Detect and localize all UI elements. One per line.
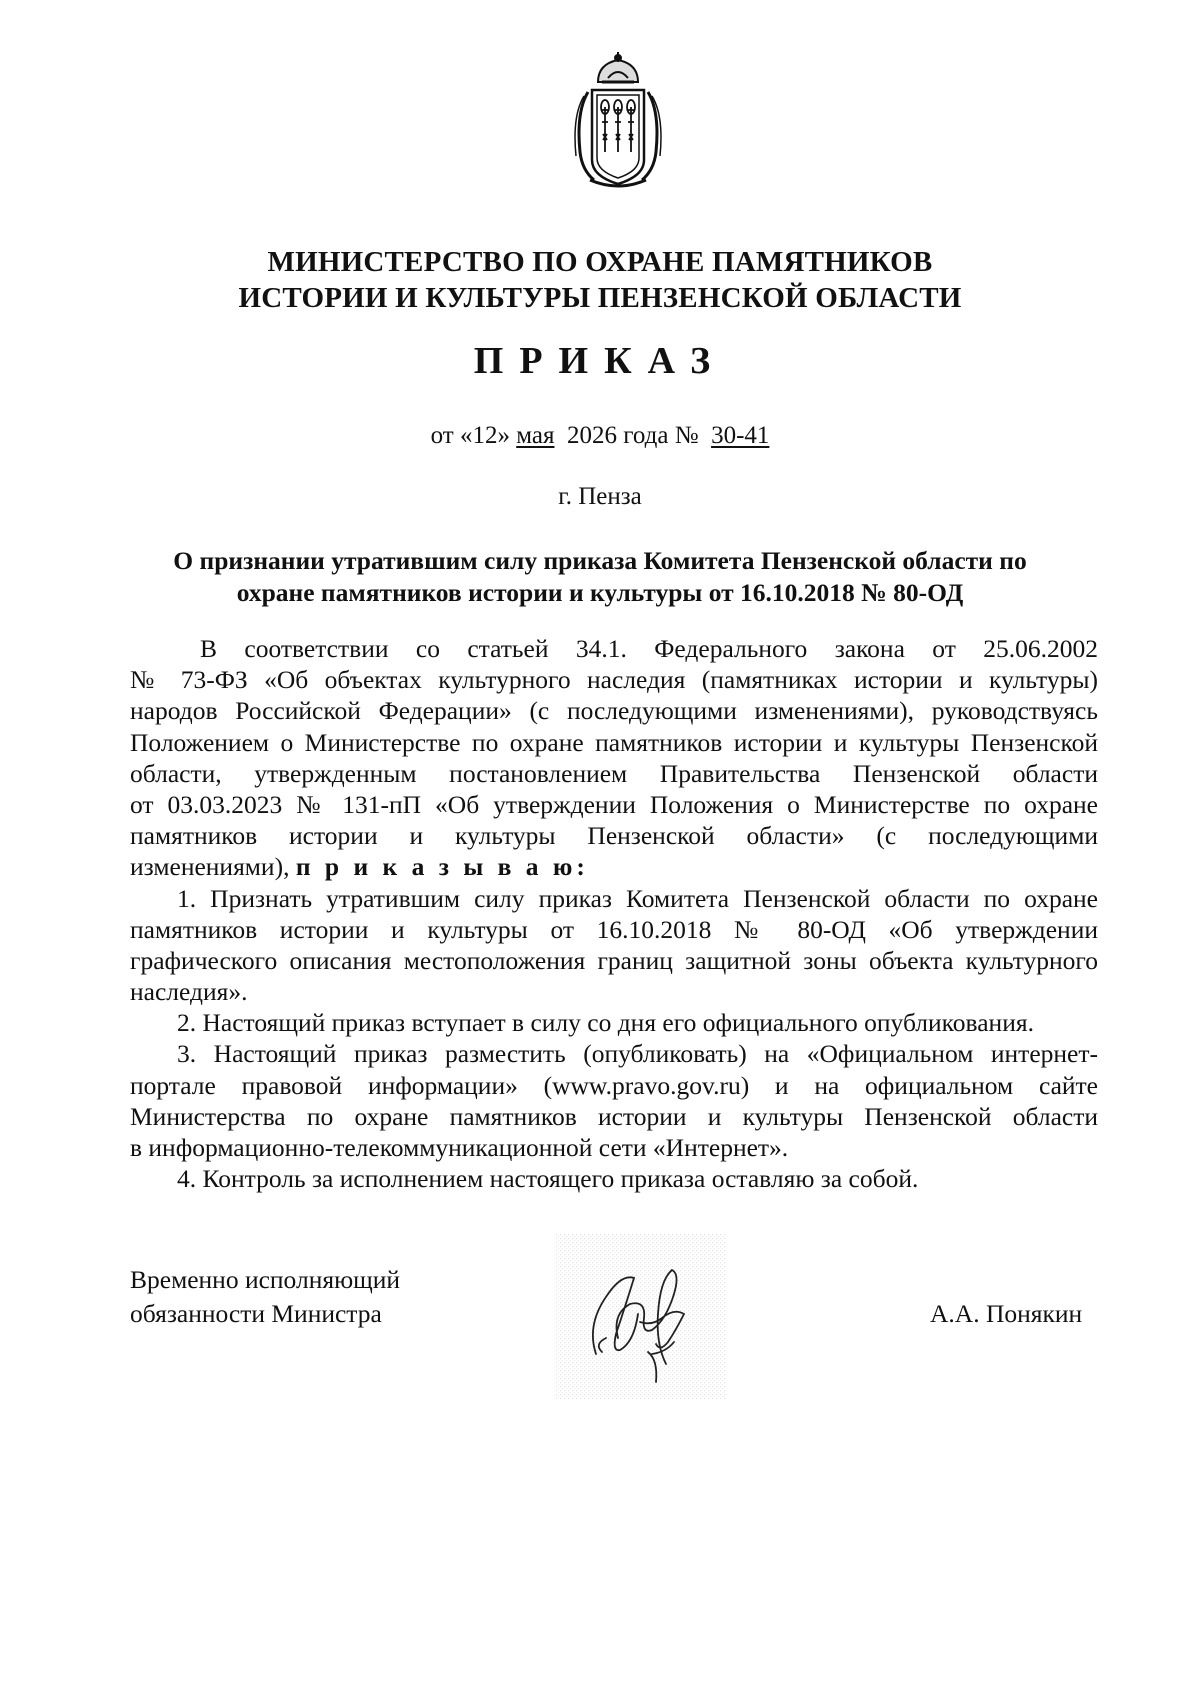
body-line: в информационно-телекоммуникационной сети «Интернет».	[130, 1133, 789, 1162]
signer-name: А.А. Понякин	[930, 1299, 1083, 1328]
date-month: мая	[516, 422, 555, 449]
body-line: наследия».	[130, 977, 248, 1007]
signatory-title-line1: Временно исполняющий	[130, 1265, 401, 1294]
document-type-title: ПРИКАЗ	[473, 340, 727, 382]
body-line: 2. Настоящий приказ вступает в силу со дня его официального опубликования.	[177, 1008, 1034, 1038]
body-line: 3. Настоящий приказ разместить (опубликовать) на «Официальном интернет-	[177, 1039, 1098, 1069]
signatory-title-line2: обязанности Министра	[130, 1299, 382, 1328]
city-name: г. Пенза	[558, 483, 642, 510]
subject-line2: охране памятников истории и культуры от 16.10.2018 № 80-ОД	[236, 578, 964, 607]
date-prefix: от «12»	[430, 422, 510, 449]
order-date-line	[200, 420, 1000, 452]
body-line: от 03.03.2023 № 131-пП «Об утверждении Положения о Министерстве по охране	[130, 789, 1098, 819]
body-line: В соответствии со статьей 34.1. Федерального закона от 25.06.2002	[200, 634, 1098, 663]
body-line: 1. Признать утратившим силу приказ Комитета Пензенской области по охране	[177, 883, 1098, 913]
body-line: Министерства по охране памятников истории и культуры Пензенской области	[130, 1101, 1098, 1131]
body-line: графического описания местоположения границ защитной зоны объекта культурного	[130, 945, 1098, 975]
organization-name-line1: МИНИСТЕРСТВО ПО ОХРАНЕ ПАМЯТНИКОВ	[267, 246, 933, 278]
order-body	[130, 633, 1098, 1194]
body-line: Положением о Министерстве по охране памятников истории и культуры Пензенской	[130, 727, 1098, 757]
order-number: 30-41	[711, 422, 770, 449]
body-line-text: изменениями),	[130, 852, 290, 882]
order-keyword: п р и к а з ы в а ю:	[295, 852, 589, 882]
body-line: портале правовой информации» (www.pravo.gov.ru) и на официальном сайте	[130, 1070, 1098, 1100]
body-line: 4. Контроль за исполнением настоящего приказа оставляю за собой.	[177, 1164, 919, 1194]
body-line: народов Российской Федерации» (с последующими изменениями), руководствуясь	[130, 696, 1098, 726]
body-line: памятников истории и культуры Пензенской области» (с последующими	[130, 821, 1098, 851]
coat-of-arms-icon	[568, 52, 668, 192]
body-line: № 73-ФЗ «Об объектах культурного наследия (памятниках истории и культуры)	[130, 665, 1098, 695]
signature-icon	[556, 1234, 726, 1399]
body-line: области, утвержденным постановлением Правительства Пензенской области	[130, 758, 1098, 788]
body-line	[130, 851, 1098, 882]
body-line: памятников истории и культуры от 16.10.2018 № 80-ОД «Об утверждении	[130, 914, 1098, 944]
date-year: 2026 года №	[566, 422, 699, 449]
subject-line1: О признании утратившим силу приказа Комитета Пензенской области по	[173, 546, 1027, 575]
organization-name-line2: ИСТОРИИ И КУЛЬТУРЫ ПЕНЗЕНСКОЙ ОБЛАСТИ	[238, 282, 962, 314]
